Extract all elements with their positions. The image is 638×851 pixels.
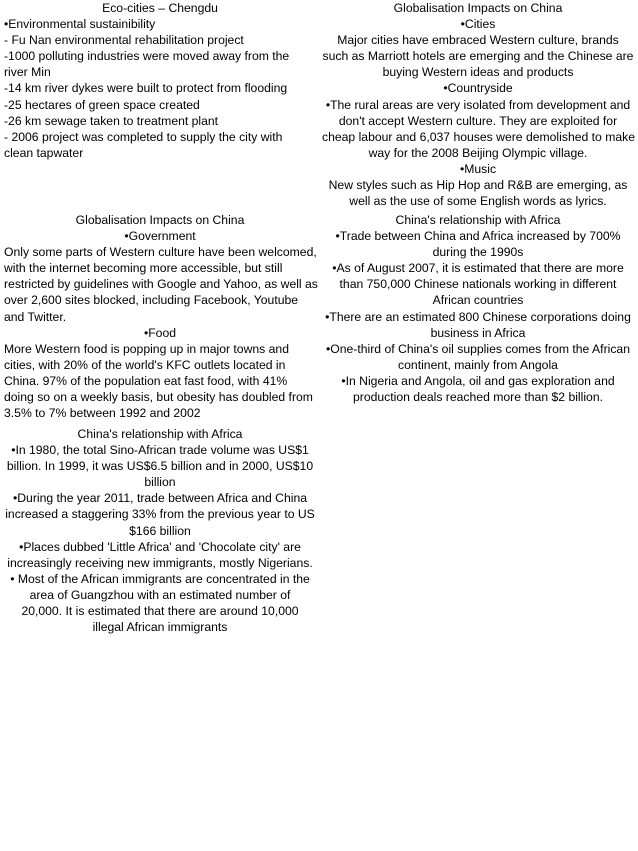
africa-right-line: business in Africa (430, 325, 526, 340)
africa-left-line: billion (144, 475, 176, 490)
africa-left-line: 20,000. It is estimated that there are around 10,000 (21, 604, 299, 619)
government-line: over 2,600 sites blocked, including Facebook, Youtube (4, 293, 299, 308)
government-line: with the internet becoming more accessible, but still (4, 261, 283, 276)
food-heading: •Food (143, 325, 177, 340)
food-line: China. 97% of the population eat fast food, with 41% (4, 373, 288, 388)
eco-cities-line: -26 km sewage taken to treatment plant (4, 113, 219, 128)
africa-right-section (322, 212, 634, 405)
africa-left-line: illegal African immigrants (92, 620, 228, 635)
africa-right-line: •There are an estimated 800 Chinese corporations doing (325, 309, 631, 324)
eco-cities-line: -14 km river dykes were built to protect from flooding (4, 81, 288, 96)
africa-right-line: African countries (432, 293, 524, 308)
government-line: Only some parts of Western culture have been welcomed, (4, 245, 317, 260)
music-line: New styles such as Hip Hop and R&B are emerging, as (328, 178, 628, 193)
globalisation-left-title: Globalisation Impacts on China (75, 213, 245, 227)
africa-left-line: •Places dubbed 'Little Africa' and 'Chocolate city' are (19, 539, 301, 554)
africa-right-line: •As of August 2007, it is estimated that there are more (332, 261, 624, 276)
africa-left-title: China's relationship with Africa (77, 427, 243, 441)
music-heading: •Music (459, 161, 497, 176)
africa-left-line: $166 billion (129, 523, 191, 538)
countryside-line: way for the 2008 Beijing Olympic village. (368, 145, 588, 160)
africa-left-line: increased a staggering 33% from the previous year to US (5, 507, 315, 522)
africa-left-line: •During the year 2011, trade between Africa and China (12, 491, 308, 506)
africa-right-line: •One-third of China's oil supplies comes from the African (326, 341, 630, 356)
food-line: doing so on a weekly basis, but obesity has doubled from (4, 390, 313, 405)
countryside-line: cheap labour and 6,037 houses were demolished to make (322, 129, 636, 144)
eco-cities-line: clean tapwater (4, 145, 84, 160)
countryside-line: don't accept Western culture. They are exploited for (338, 113, 618, 128)
government-line: restricted by guidelines with Google and Yahoo, as well as (4, 277, 318, 292)
food-line: 3.5% to 7% between 1992 and 2002 (4, 406, 201, 421)
government-heading: •Government (124, 229, 196, 244)
africa-right-line: continent, mainly from Angola (398, 357, 558, 372)
africa-right-line: during the 1990s (432, 245, 524, 260)
eco-cities-line: - Fu Nan environmental rehabilitation project (4, 33, 244, 48)
africa-left-line: • Most of the African immigrants are concentrated in the (10, 571, 310, 586)
eco-cities-line: -1000 polluting industries were moved away from the (4, 49, 290, 64)
cities-line: Major cities have embraced Western culture, brands (337, 33, 619, 48)
cities-line: buying Western ideas and products (382, 65, 574, 80)
africa-left-line: increasingly receiving new immigrants, mostly Nigerians. (7, 555, 313, 570)
africa-left-section (4, 426, 316, 635)
eco-cities-title: Eco-cities – Chengdu (102, 1, 218, 15)
food-line: More Western food is popping up in major towns and (4, 341, 289, 356)
music-line: well as the use of some English words as lyrics. (349, 194, 607, 209)
africa-left-line: billion. In 1999, it was US$6.5 billion and in 2000, US$10 (6, 459, 314, 474)
eco-cities-line: - 2006 project was completed to supply the city with (4, 129, 283, 144)
eco-cities-line: •Environmental sustainibility (4, 17, 156, 32)
countryside-heading: •Countryside (443, 81, 513, 96)
food-line: cities, with 20% of the world's KFC outlets located in (4, 357, 286, 372)
africa-right-line: than 750,000 Chinese nationals working in different (339, 277, 617, 292)
government-line: and Twitter. (4, 309, 67, 324)
globalisation-right-title: Globalisation Impacts on China (393, 1, 563, 15)
africa-left-line: •In 1980, the total Sino-African trade volume was US$1 (11, 443, 309, 458)
eco-cities-section (4, 0, 316, 161)
cities-line: such as Marriott hotels are emerging and the Chinese are (322, 49, 634, 64)
countryside-line: •The rural areas are very isolated from development and (325, 97, 631, 112)
africa-left-line: area of Guangzhou with an estimated number of (29, 587, 291, 602)
africa-right-line: •Trade between China and Africa increased by 700% (335, 229, 621, 244)
africa-right-line: •In Nigeria and Angola, oil and gas exploration and (341, 373, 615, 388)
africa-right-line: production deals reached more than $2 billion. (352, 390, 603, 405)
cities-heading: •Cities (460, 17, 496, 32)
globalisation-right-section (322, 0, 634, 209)
globalisation-left-section (4, 212, 316, 421)
eco-cities-line: -25 hectares of green space created (4, 97, 200, 112)
eco-cities-line: river Min (4, 65, 51, 80)
africa-right-title: China's relationship with Africa (395, 213, 561, 227)
